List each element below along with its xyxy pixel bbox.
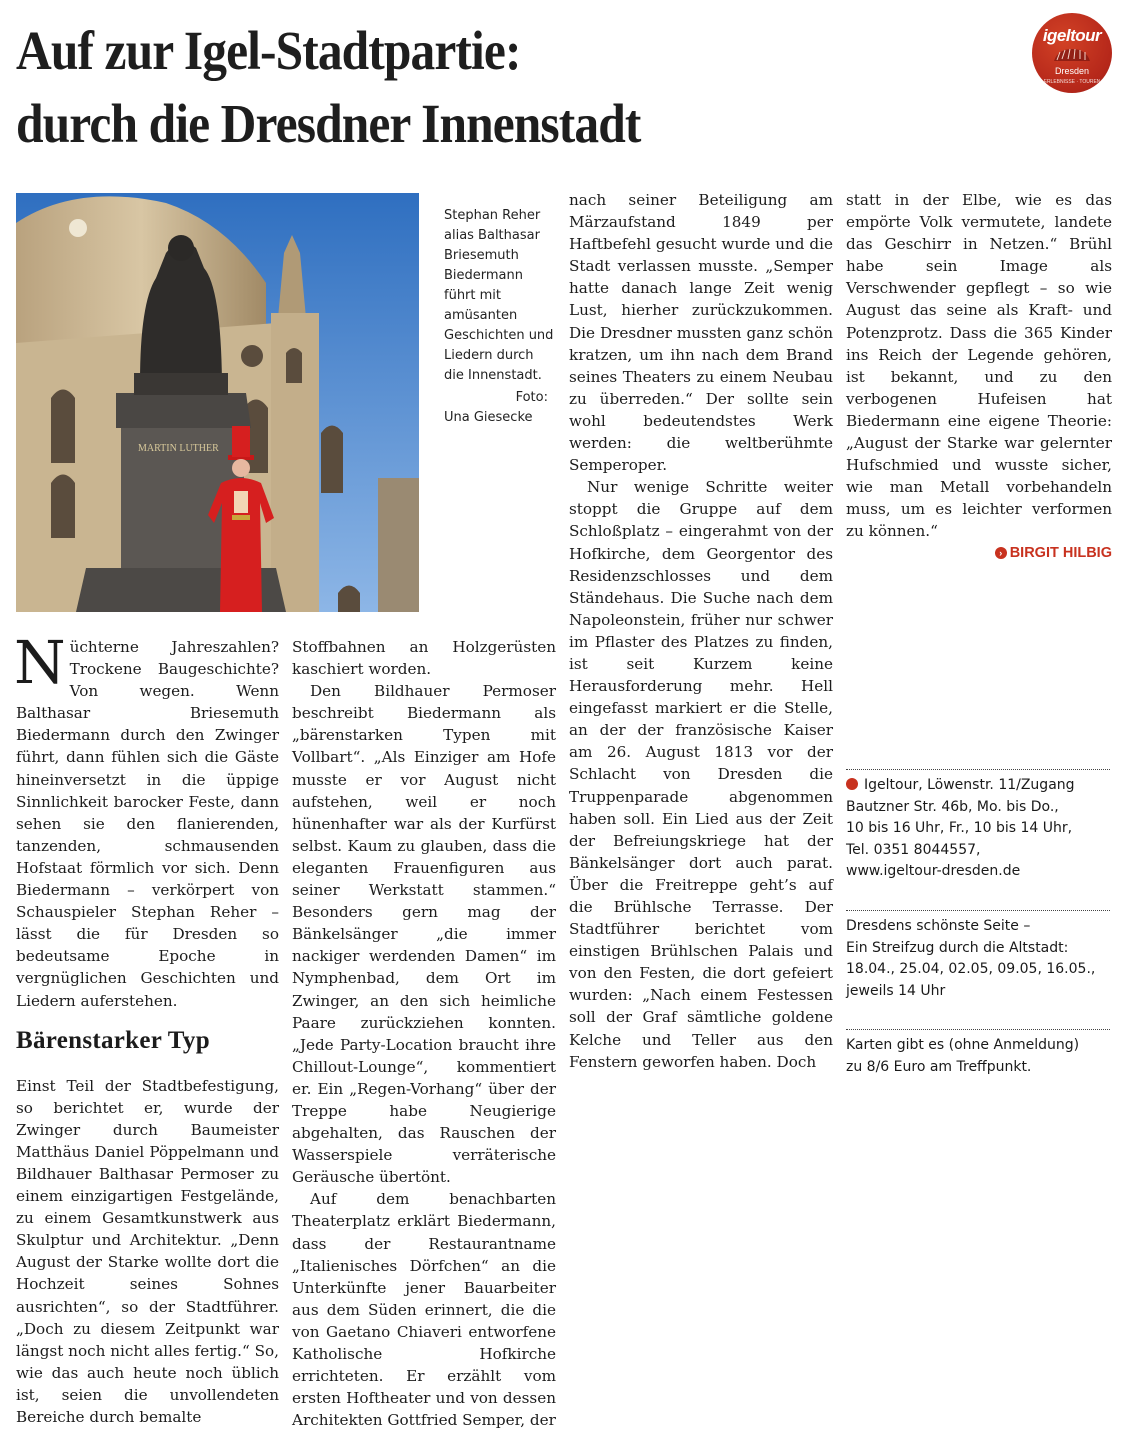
info-ticket-line: zu 8/6 Euro am Treffpunkt. — [846, 1058, 1032, 1075]
statue-inscription: MARTIN LUTHER — [138, 443, 219, 454]
info-tour-line: Ein Streifzug durch die Altstadt: — [846, 939, 1069, 956]
photo-credit — [444, 388, 554, 428]
photo-caption — [444, 206, 554, 428]
photo-frauenkirche-luther-statue — [16, 193, 419, 612]
info-address-line: Tel. 0351 8044557, — [846, 841, 981, 858]
statue-plinth — [134, 373, 228, 395]
photo-credit-label: Foto: — [515, 390, 548, 405]
info-website: www.igeltour-dresden.de — [846, 863, 1021, 879]
info-ticket-box — [846, 1029, 1110, 1078]
info-tour-line: jeweils 14 Uhr — [846, 982, 946, 999]
side-building — [378, 478, 419, 612]
author-byline — [846, 543, 1112, 563]
article-paragraph: Nüchterne Jahreszahlen? Trockene Baugeschichte? Von wegen. Wenn Balthasar Briesemuth Biedermann durch den Zwinger führt, dann fühlen sich die Gäste hineinversetzt in die üppige Sinnlichkeit barocker Feste, dann sehen sie den flanierenden, tanzenden, schmausenden Hofstaat förmlich vor sich. Denn Biedermann – verkörpert von Schauspieler Stephan Reher – lässt die für Dresden so bedeutsame Epoche in vergnüglichen Geschichten und Liedern auferstehen. — [14, 628, 279, 1010]
logo-brand: igeltour — [1042, 26, 1102, 45]
bullet-dot-icon — [846, 778, 858, 790]
article-paragraph: Einst Teil der Stadtbefestigung, so berichtet er, wurde der Zwinger durch Baumeister Matthäus Daniel Pöppelmann und Bildhauer Balthasar Permoser zu einem einzigartigen Festgelände, zu einem Gesamtkunstwerk aus Skulptur und Architektur. „Denn August der Starke wollte dort die Hochzeit seines Sohnes ausrichten“, so der Stadtführer. „Doch zu diesem Zeitpunkt war längst noch nicht alles fertig.“ So, wie das auch heute noch üblich ist, seien die unvollendeten Bereiche durch bemalte — [16, 1076, 279, 1426]
article-paragraph: Nur wenige Schritte weiter stoppt die Gruppe auf dem Schloßplatz – eingerahmt von der Hofkirche, dem Georgentor des Residenzschlosses und dem Ständehaus. Die Suche nach dem Napoleonstein, früher nur schwer im Pflaster des Platzes zu finden, ist seit Kurzem keine Herausforderung mehr. Hell eingefasst markiert er die Stelle, an der der französische Kaiser am 26. August 1813 vor der Schlacht von Dresden die Truppenparade abgenommen haben soll. Ein Lied aus der Zeit der Befreiungskriege hat der Bänkelsänger dort auch parat. Über die Freitreppe geht’s auf die Brühlsche Terrasse. Der Stadtführer berichtet vom einstigen Brühlschen Palais und von den Festen, die dort gefeiert wurden: „Nach einem Festessen soll der Graf sämtliche goldene Kelche und Teller aus den Fenstern geworfen haben. Doch — [569, 478, 833, 1071]
info-ticket-line: Karten gibt es (ohne Anmeldung) — [846, 1037, 1080, 1053]
article-column-3 — [569, 189, 833, 1073]
logo-city: Dresden — [1054, 66, 1090, 76]
headline — [16, 14, 898, 160]
article-column-2 — [292, 636, 556, 1431]
dropcap: N — [14, 628, 66, 697]
info-tour-line: Dresdens schönste Seite – — [846, 918, 1031, 934]
info-address-line: 10 bis 16 Uhr, Fr., 10 bis 14 Uhr, — [846, 820, 1073, 836]
article-paragraph: Den Bildhauer Permoser beschreibt Biedermann als „bärenstarken Typen mit Vollbart“. „Als Einziger am Hofe musste er vor August nicht aufstehen, weil er noch hünenhafter war als der Kurfürst selbst. Kaum zu glauben, dass die eleganten Frauenfiguren aus seiner Werkstatt stammen.“ Besonders gern mag der Bänkelsänger „die immer nackiger werdenden Damen“ im Nymphenbad, dem Ort im Zwinger, an den sich heimliche Paare zurückziehen konnten. „Jede Party-Location braucht ihre Chillout-Lounge“, kommentiert er. Ein „Regen-Vorhang“ über der Treppe habe Neugierige abgehalten, das Rauschen der Wasserspiele verräterische Geräusche übertönt. — [292, 682, 556, 1187]
headline-line-2: durch die Dresdner Innenstadt — [16, 93, 641, 154]
article-paragraph-continued: nach seiner Beteiligung am Märzaufstand 1849 per Haftbefehl gesucht wurde und die Stadt verlassen musste. „Semper hatte danach lange Zeit wenig Lust, hierher zurückzukommen. Die Dresdner mussten ganz schön kratzen, um ihn nach dem Brand seines Theaters zu einem Neubau zu überreden.“ Der sollte sein wohl bedeutendstes Werk werden: die weltberühmte Semperoper. — [569, 191, 833, 475]
caption-text: Stephan Reher alias Balthasar Briesemuth Biedermann führt mit amüsanten Geschichten und Liedern durch die Innenstadt. — [444, 208, 554, 383]
pedestal-top — [116, 393, 251, 428]
statue-head — [168, 235, 194, 261]
article-photo — [16, 193, 419, 612]
article-paragraph: Auf dem benachbarten Theaterplatz erklärt Biedermann, dass der Restaurantname „Italienisches Dörfchen“ an die Unterkünfte jener Bauarbeiter aus dem Süden erinnert, die die von Gaetano Chiaveri entworfene Katholische Hofkirche errichteten. Er erzählt vom ersten Hoftheater und von dessen Architekten Gottfried Semper, der — [292, 1190, 556, 1430]
article-paragraph-continued: Stoffbahnen an Holzgerüsten kaschiert worden. — [292, 638, 556, 679]
info-address-line: Igeltour, Löwenstr. 11/Zugang — [846, 775, 1110, 797]
info-tour-box — [846, 910, 1110, 1002]
clock — [69, 219, 87, 237]
guide-vest — [234, 491, 248, 513]
info-address-box — [846, 769, 1110, 883]
info-address-line: Bautzner Str. 46b, Mo. bis Do., — [846, 798, 1059, 815]
headline-line-1: Auf zur Igel-Stadtpartie: — [16, 20, 521, 81]
logo-small-text: ERLEBNISSE · TOUREN — [1043, 79, 1101, 85]
author-name: BIRGIT HILBIG — [1009, 544, 1112, 561]
article-paragraph-continued: statt in der Elbe, wie es das empörte Volk vermutete, landete das Geschirr in Netzen.“ Brühl habe sein Image als Verschwender gepflegt – so wie August das seine als Kraft- und Potenzprotz. Dass die 365 Kinder ins Reich der Legende gehören, ist bekannt, und zu den verbogenen Hufeisen hat Biedermann eine eigene Theorie: „August der Starke war gelernter Hufschmied und wusste sicher, wie man Metall vorbehandeln muss, um es leichter verformen zu können.“ — [846, 191, 1112, 541]
guide-belt — [232, 515, 250, 520]
article-subhead: Bärenstarker Typ — [16, 1026, 210, 1054]
igeltour-logo — [1032, 13, 1112, 93]
article-column-1 — [14, 628, 279, 1428]
article-column-4 — [846, 189, 1112, 563]
guide-face — [232, 459, 250, 477]
top-hat — [232, 426, 250, 457]
photo-credit-name: Una Giesecke — [444, 410, 533, 425]
info-tour-line: 18.04., 25.04, 02.05, 09.05, 16.05., — [846, 961, 1096, 977]
arrow-right-icon: › — [995, 547, 1007, 559]
hedgehog-icon — [1052, 47, 1092, 63]
